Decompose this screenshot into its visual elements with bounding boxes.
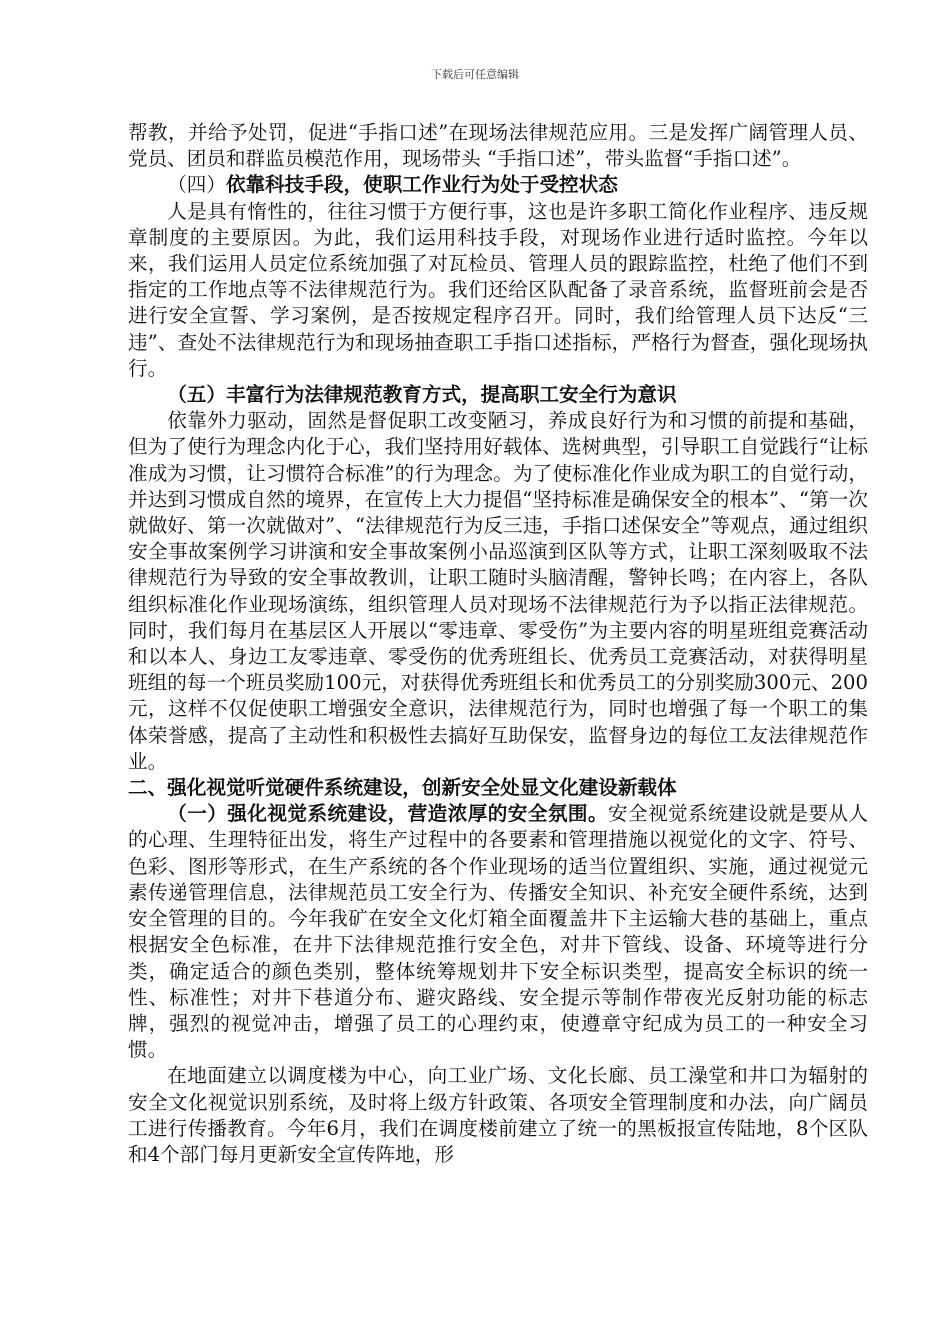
paragraph-continuation: 帮教，并给予处罚，促进“手指口述”在现场法律规范应用。三是发挥广阔管理人员、党员、团员和群监员模范作用，现场带头 “手指口述”，带头监督“手指口述”。 [128,121,868,171]
document-body [128,120,868,1168]
subheading-four-text: 依靠科技手段，使职工作业行为处于受控状态 [225,173,618,197]
paragraph-tech-monitoring: 人是具有惰性的，往往习惯于方便行事，这也是许多职工简化作业程序、违反规章制度的主要原因。为此，我们运用科技手段，对现场作业进行适时监控。今年以来，我们运用人员定位系统加强了对瓦检员、管理人员的跟踪监控，杜绝了他们不到指定的工作地点等不法律规范行为。我们还给区队配备了录音系统，监督班前会是否进行安全宣誓、学习案例，是否按规定程序召开。同时，我们给管理人员下达反“三违”、查处不法律规范行为和现场抽查职工手指口述指标，严格行为督查，强化现场执行。 [128,199,868,380]
paragraph-education: 依靠外力驱动，固然是督促职工改变陋习，养成良好行为和习惯的前提和基础，但为了使行为理念内化于心，我们坚持用好载体、选树典型，引导职工自觉践行“让标准成为习惯，让习惯符合标准”的行为理念。为了使标准化作业成为职工的自觉行动，并达到习惯成自然的境界，在宣传上大力提倡“坚持标准是确保安全的根本”、“第一次就做好、第一次就做对”、“法律规范行为反三违，手指口述保安全”等观点，通过组织安全事故案例学习讲演和安全事故案例小品巡演到区队等方式，让职工深刻吸取不法律规范行为导致的安全事故教训，让职工随时头脑清醒，警钟长鸣；在内容上，各队组织标准化作业现场演练，组织管理人员对现场不法律规范行为予以指正法律规范。同时，我们每月在基层区人开展以“零违章、零受伤”为主要内容的明星班组竞赛活动和以本人、身边工友零违章、零受伤的优秀班组长、优秀员工竞赛活动，对获得明星班组的每一个班员奖励100元，对获得优秀班组长和优秀员工的分别奖励300元、200元，这样不仅促使职工增强安全意识，法律规范行为，同时也增强了每一个职工的集体荣誉感，提高了主动性和积极性去搞好互助保安，监督身边的每位工友法律规范作业。 [128,409,868,773]
subheading-four [128,172,868,198]
subheading-five: （五）丰富行为法律规范教育方式，提高职工安全行为意识 [167,383,677,407]
page-header-note: 下载后可任意编辑 [431,68,519,81]
visual-system-text: 安全视觉系统建设就是要从人的心理、生理特征出发，将生产过程中的各要素和管理措施以视觉化的文字、符号、色彩、图形等形式，在生产系统的各个作业现场的适当位置组织、实施，通过视觉元素传递管理信息，法律规范员工安全行为、传播安全知识、补充安全硬件系统，达到安全管理的目的。今年我矿在安全文化灯箱全面覆盖井下主运输大巷的基础上，重点根据安全色标准，在井下法律规范推行安全色，对井下管线、设备、环境等进行分类，确定适合的颜色类别，整体统筹规划井下安全标识类型，提高安全标识的统一性、标准性；对井下巷道分布、避灾路线、安全提示等制作带夜光反射功能的标志牌，强烈的视觉冲击，增强了员工的心理约束，使遵章守纪成为员工的一种安全习惯。 [128,802,869,1062]
section-two-heading: 二、强化视觉听觉硬件系统建设，创新安全处显文化建设新载体 [128,776,677,800]
paragraph-visual-system [128,801,868,1063]
subheading-four-prefix: （四） [167,173,226,197]
paragraph-ground-system: 在地面建立以调度楼为中心，向工业广场、文化长廊、员工澡堂和井口为辐射的安全文化视觉识别系统，及时将上级方针政策、各项安全管理制度和办法，向广阔员工进行传播教育。今年6月，我们在调度楼前建立了统一的黑板报宣传陆地，8个区队和4个部门每月更新安全宣传阵地，形 [128,1064,868,1166]
visual-system-lead: （一）强化视觉系统建设，营造浓厚的安全氛围。 [167,802,608,826]
